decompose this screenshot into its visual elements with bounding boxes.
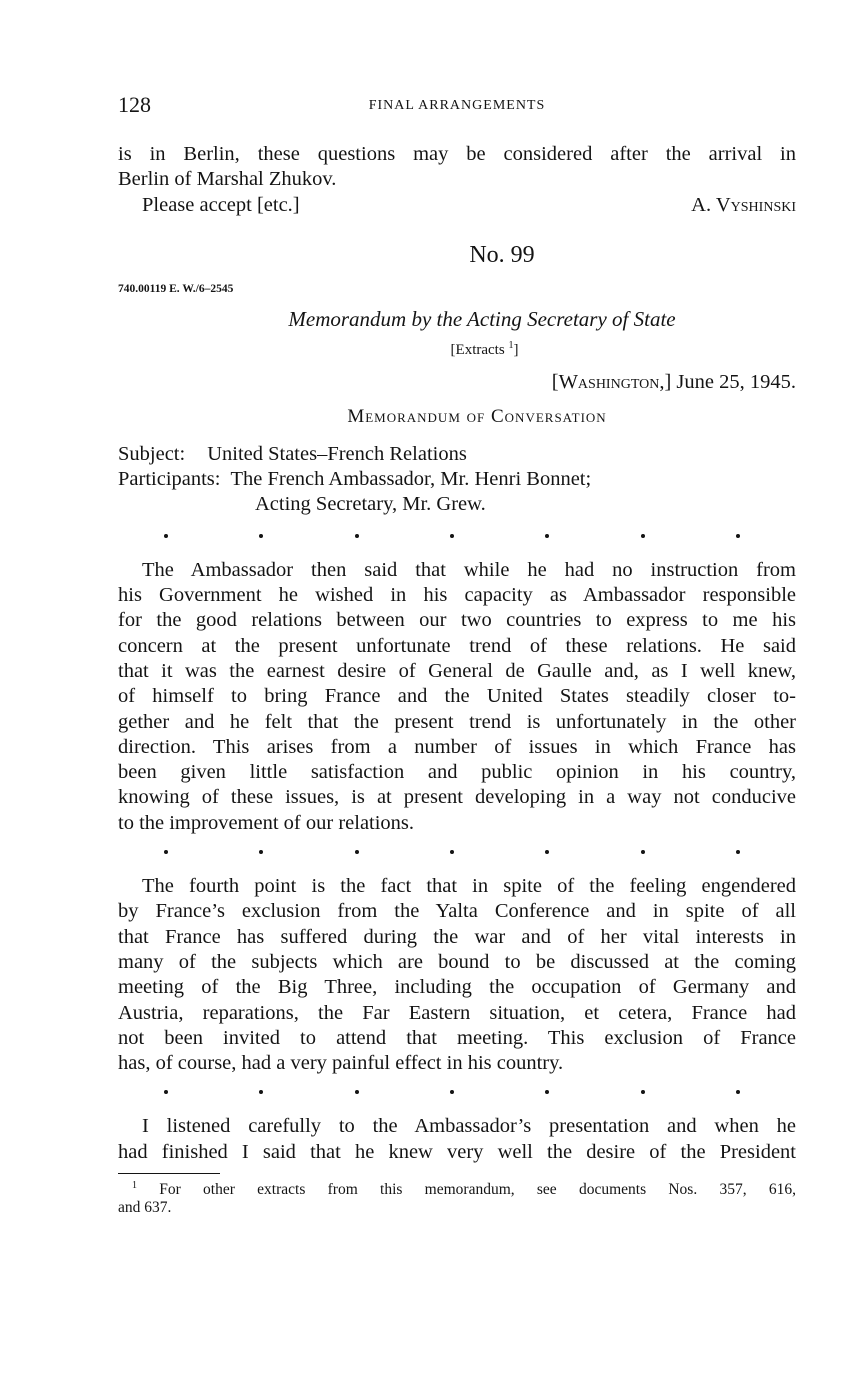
document-number: No. 99 [469,241,535,268]
memo-metadata [118,442,796,518]
text-line: to the improvement of our relations. [118,811,415,834]
participants-row [118,467,796,492]
extracts-close: ] [513,341,519,358]
text-line: The fourth point is the fact that in spite of the feeling engendered [142,875,796,898]
dot [164,534,168,538]
paragraph-1 [118,558,796,836]
participants-label: Participants: [118,468,221,491]
dot [259,1090,263,1094]
text-line: meeting of the Big Three, including the occupation of Germany and [118,976,796,999]
text-line: has, of course, had a very painful effect in his country. [118,1052,564,1075]
text-line: Berlin of Marshal Zhukov. [118,168,337,191]
text-line: his Government he wished in his capacity as Ambassador responsible [118,584,796,607]
text-line: I listened carefully to the Ambassador’s presentation and when he [142,1115,796,1138]
subject-value: United States–French Relations [207,442,467,465]
dot [450,1090,454,1094]
text-line: that France has suffered during the war and of her vital interests in [118,925,796,948]
paragraph-3 [118,1114,796,1165]
text-line: knowing of these issues, is at present developing in a way not conducive [118,786,796,809]
dot [259,850,263,854]
omission-dots [118,1080,796,1102]
text-line: of himself to bring France and the United States steadily closer to- [118,685,796,708]
participants-value: The French Ambassador, Mr. Henri Bonnet; [230,468,592,491]
text-line: that it was the earnest desire of General de Gaulle and, as I well knew, [118,659,796,682]
signature: A. Vyshinski [691,193,796,216]
text-line: concern at the present unfortunate trend of these relations. He said [118,634,796,657]
document-title: Memorandum by the Acting Secretary of State [288,306,676,331]
page-number: 128 [118,92,151,117]
dot [355,1090,359,1094]
running-head [118,92,796,124]
dateline-place: [Washington,] [551,370,672,393]
dot [736,534,740,538]
dot [355,850,359,854]
footnote-ref: 1 [508,339,514,351]
dot [545,1090,549,1094]
text-line: is in Berlin, these questions may be considered after the arrival in [118,143,796,165]
closing-row [118,193,796,218]
dot [641,1090,645,1094]
dot [450,850,454,854]
continuation-text [118,142,796,193]
extracts-label: [Extracts [450,341,505,358]
closing-text: Please accept [etc.] [142,193,300,216]
file-reference: 740.00119 E. W./6–2545 [118,282,234,295]
dot [164,1090,168,1094]
text-line: had finished I said that he knew very well the desire of the President [118,1140,796,1163]
dot [641,534,645,538]
dot [641,850,645,854]
dot [736,850,740,854]
running-head-title: FINAL ARRANGEMENTS [368,98,546,113]
dateline [118,371,796,394]
omission-dots [118,524,796,546]
dot [736,1090,740,1094]
dot [545,534,549,538]
dot [355,534,359,538]
footnote-line: and 637. [118,1199,172,1217]
footnote-marker: 1 [132,1179,137,1191]
dateline-date: June 25, 1945. [676,370,796,393]
dot [450,534,454,538]
text-line: not been invited to attend that meeting. This exclusion of France [118,1026,796,1049]
dot [259,534,263,538]
extracts-note [173,339,796,359]
text-line: Austria, reparations, the Far Eastern situation, et cetera, France had [118,1001,796,1024]
subject-label: Subject: [118,442,186,465]
omission-dots [118,840,796,862]
dot [164,850,168,854]
text-line: The Ambassador then said that while he had no instruction from [142,558,796,581]
footnote-line [118,1181,796,1199]
subject-row [118,442,796,467]
text-line: by France’s exclusion from the Yalta Conference and in spite of all [118,900,796,923]
text-line: for the good relations between our two countries to express to me his [118,609,796,632]
text-line: been given little satisfaction and public opinion in his country, [118,761,796,784]
footnote-divider [118,1173,220,1174]
footnote-text: For other extracts from this memorandum, see documents Nos. 357, 616, [159,1181,796,1199]
footnote [118,1181,796,1217]
document-page [118,92,796,1217]
dot [545,850,549,854]
memo-heading: Memorandum of Conversation [347,405,607,427]
text-line: gether and he felt that the present trend is unfortunately in the other [118,710,796,733]
text-line: many of the subjects which are bound to be discussed at the coming [118,950,796,973]
paragraph-2 [118,874,796,1076]
text-line: direction. This arises from a number of issues in which France has [118,735,796,758]
participants-continued: Acting Secretary, Mr. Grew. [255,493,486,516]
